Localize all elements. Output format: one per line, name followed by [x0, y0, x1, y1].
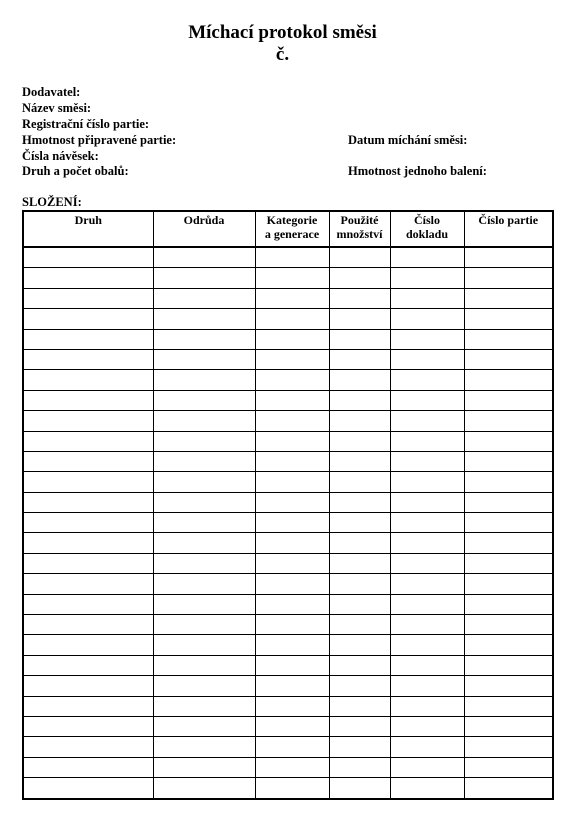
table-cell[interactable] [23, 309, 153, 329]
table-cell[interactable] [153, 737, 255, 757]
table-cell[interactable] [23, 349, 153, 369]
table-cell[interactable] [390, 268, 464, 288]
table-cell[interactable] [23, 757, 153, 777]
table-cell[interactable] [23, 574, 153, 594]
table-row [23, 288, 553, 308]
table-cell[interactable] [255, 594, 329, 614]
table-row [23, 533, 553, 553]
table-cell[interactable] [390, 492, 464, 512]
table-cell[interactable] [153, 329, 255, 349]
table-row [23, 411, 553, 431]
table-row [23, 431, 553, 451]
table-cell[interactable] [329, 288, 390, 308]
table-cell[interactable] [329, 268, 390, 288]
table-cell[interactable] [464, 716, 553, 736]
table-cell[interactable] [390, 594, 464, 614]
table-cell[interactable] [255, 390, 329, 410]
table-cell[interactable] [329, 533, 390, 553]
table-cell[interactable] [255, 349, 329, 369]
table-cell[interactable] [464, 472, 553, 492]
table-cell[interactable] [390, 309, 464, 329]
table-header-row [23, 211, 553, 247]
table-cell[interactable] [153, 370, 255, 390]
table-cell[interactable] [255, 370, 329, 390]
table-row [23, 716, 553, 736]
table-cell[interactable] [464, 492, 553, 512]
table-row [23, 268, 553, 288]
table-cell[interactable] [464, 370, 553, 390]
table-cell[interactable] [255, 329, 329, 349]
column-header-druh: Druh [23, 211, 153, 247]
table-cell[interactable] [329, 615, 390, 635]
table-cell[interactable] [329, 309, 390, 329]
table-row [23, 513, 553, 533]
table-cell[interactable] [23, 451, 153, 471]
table-cell[interactable] [329, 370, 390, 390]
table-row [23, 553, 553, 573]
table-cell[interactable] [329, 635, 390, 655]
table-cell[interactable] [464, 594, 553, 614]
table-cell[interactable] [329, 513, 390, 533]
table-cell[interactable] [153, 716, 255, 736]
table-cell[interactable] [255, 553, 329, 573]
table-row [23, 329, 553, 349]
table-cell[interactable] [464, 451, 553, 471]
table-cell[interactable] [390, 635, 464, 655]
table-cell[interactable] [153, 349, 255, 369]
table-cell[interactable] [390, 696, 464, 716]
table-cell[interactable] [23, 676, 153, 696]
table-cell[interactable] [23, 655, 153, 675]
table-cell[interactable] [255, 513, 329, 533]
table-cell[interactable] [153, 574, 255, 594]
column-header-doklad: Číslo dokladu [390, 211, 464, 247]
field-datum-michani: Datum míchání směsi: [348, 133, 468, 147]
table-cell[interactable] [390, 451, 464, 471]
table-cell[interactable] [255, 288, 329, 308]
table-cell[interactable] [390, 370, 464, 390]
table-cell[interactable] [255, 451, 329, 471]
table-cell[interactable] [153, 431, 255, 451]
table-cell[interactable] [464, 349, 553, 369]
table-cell[interactable] [153, 594, 255, 614]
table-cell[interactable] [464, 615, 553, 635]
table-body [23, 247, 553, 799]
table-cell[interactable] [153, 513, 255, 533]
table-cell[interactable] [329, 349, 390, 369]
table-cell[interactable] [390, 676, 464, 696]
table-cell[interactable] [329, 737, 390, 757]
column-header-partie: Číslo partie [464, 211, 553, 247]
table-row [23, 309, 553, 329]
table-row [23, 574, 553, 594]
table-cell[interactable] [329, 757, 390, 777]
table-cell[interactable] [23, 513, 153, 533]
table-cell[interactable] [390, 247, 464, 268]
table-cell[interactable] [23, 533, 153, 553]
table-row [23, 757, 553, 777]
table-cell[interactable] [390, 757, 464, 777]
table-row [23, 737, 553, 757]
table-cell[interactable] [255, 574, 329, 594]
table-cell[interactable] [153, 553, 255, 573]
table-row [23, 635, 553, 655]
table-cell[interactable] [153, 696, 255, 716]
table-cell[interactable] [329, 247, 390, 268]
table-cell[interactable] [464, 635, 553, 655]
table-cell[interactable] [464, 431, 553, 451]
table-cell[interactable] [390, 716, 464, 736]
table-cell[interactable] [23, 594, 153, 614]
table-cell[interactable] [153, 676, 255, 696]
table-cell[interactable] [153, 268, 255, 288]
table-cell[interactable] [329, 676, 390, 696]
table-cell[interactable] [153, 309, 255, 329]
table-cell[interactable] [329, 472, 390, 492]
table-cell[interactable] [153, 411, 255, 431]
table-row [23, 492, 553, 512]
field-nazev-smesi: Název směsi: [22, 101, 92, 115]
document-title: Míchací protokol směsi [188, 22, 377, 43]
table-cell[interactable] [23, 635, 153, 655]
table-cell[interactable] [153, 533, 255, 553]
table-row [23, 247, 553, 268]
table-cell[interactable] [23, 268, 153, 288]
table-cell[interactable] [255, 247, 329, 268]
table-cell[interactable] [23, 431, 153, 451]
table-cell[interactable] [255, 309, 329, 329]
table-cell[interactable] [23, 737, 153, 757]
table-cell[interactable] [464, 268, 553, 288]
table-cell[interactable] [23, 288, 153, 308]
table-cell[interactable] [390, 288, 464, 308]
table-cell[interactable] [153, 778, 255, 799]
table-cell[interactable] [255, 635, 329, 655]
table-cell[interactable] [329, 492, 390, 512]
table-cell[interactable] [255, 411, 329, 431]
table-cell[interactable] [464, 553, 553, 573]
table-cell[interactable] [390, 390, 464, 410]
table-row [23, 594, 553, 614]
table-cell[interactable] [390, 349, 464, 369]
table-cell[interactable] [329, 329, 390, 349]
table-cell[interactable] [464, 309, 553, 329]
column-header-mnozstvi: Použité množství [329, 211, 390, 247]
table-cell[interactable] [255, 737, 329, 757]
table-cell[interactable] [464, 574, 553, 594]
table-row [23, 778, 553, 799]
table-cell[interactable] [464, 757, 553, 777]
table-cell[interactable] [23, 390, 153, 410]
table-row [23, 472, 553, 492]
table-cell[interactable] [255, 696, 329, 716]
table-cell[interactable] [153, 472, 255, 492]
table-cell[interactable] [464, 390, 553, 410]
table-cell[interactable] [329, 778, 390, 799]
table-cell[interactable] [23, 472, 153, 492]
table-cell[interactable] [23, 553, 153, 573]
table-cell[interactable] [464, 411, 553, 431]
table-cell[interactable] [153, 492, 255, 512]
table-cell[interactable] [464, 533, 553, 553]
table-cell[interactable] [153, 635, 255, 655]
table-row [23, 696, 553, 716]
table-cell[interactable] [153, 390, 255, 410]
table-cell[interactable] [464, 676, 553, 696]
table-row [23, 390, 553, 410]
table-row [23, 349, 553, 369]
table-cell[interactable] [464, 655, 553, 675]
table-cell[interactable] [255, 676, 329, 696]
table-cell[interactable] [390, 513, 464, 533]
table-cell[interactable] [464, 247, 553, 268]
field-druh-pocet-obalu: Druh a počet obalů: [22, 164, 129, 178]
table-cell[interactable] [329, 553, 390, 573]
table-cell[interactable] [390, 655, 464, 675]
table-cell[interactable] [390, 411, 464, 431]
table-cell[interactable] [255, 472, 329, 492]
table-cell[interactable] [23, 778, 153, 799]
table-cell[interactable] [464, 737, 553, 757]
table-cell[interactable] [153, 757, 255, 777]
table-row [23, 655, 553, 675]
table-cell[interactable] [23, 716, 153, 736]
table-cell[interactable] [390, 778, 464, 799]
table-cell[interactable] [329, 574, 390, 594]
table-cell[interactable] [464, 288, 553, 308]
table-cell[interactable] [390, 574, 464, 594]
table-cell[interactable] [23, 329, 153, 349]
column-header-kategorie: Kategorie a generace [255, 211, 329, 247]
table-cell[interactable] [255, 615, 329, 635]
table-cell[interactable] [23, 492, 153, 512]
table-cell[interactable] [329, 716, 390, 736]
field-hmotnost-baleni: Hmotnost jednoho balení: [348, 164, 487, 178]
table-cell[interactable] [329, 655, 390, 675]
table-cell[interactable] [255, 492, 329, 512]
table-cell[interactable] [255, 757, 329, 777]
table-cell[interactable] [390, 472, 464, 492]
table-cell[interactable] [255, 533, 329, 553]
table-cell[interactable] [329, 390, 390, 410]
field-dodavatel: Dodavatel: [22, 85, 81, 99]
table-cell[interactable] [329, 411, 390, 431]
document-number: č. [275, 44, 290, 65]
table-cell[interactable] [390, 737, 464, 757]
table-cell[interactable] [464, 329, 553, 349]
table-cell[interactable] [23, 615, 153, 635]
table-row [23, 370, 553, 390]
table-cell[interactable] [390, 615, 464, 635]
table-cell[interactable] [329, 594, 390, 614]
table-cell[interactable] [153, 247, 255, 268]
table-cell[interactable] [255, 431, 329, 451]
field-cisla-navesek: Čísla návěsek: [22, 149, 99, 163]
table-cell[interactable] [255, 268, 329, 288]
table-cell[interactable] [153, 655, 255, 675]
table-cell[interactable] [23, 370, 153, 390]
column-header-odruda: Odrůda [153, 211, 255, 247]
table-cell[interactable] [390, 553, 464, 573]
table-cell[interactable] [23, 411, 153, 431]
table-cell[interactable] [255, 716, 329, 736]
table-cell[interactable] [390, 533, 464, 553]
composition-table [22, 210, 554, 800]
table-cell[interactable] [255, 778, 329, 799]
table-cell[interactable] [390, 329, 464, 349]
table-cell[interactable] [464, 513, 553, 533]
table-cell[interactable] [329, 431, 390, 451]
table-cell[interactable] [464, 778, 553, 799]
table-cell[interactable] [153, 615, 255, 635]
table-cell[interactable] [23, 696, 153, 716]
table-row [23, 676, 553, 696]
table-cell[interactable] [329, 696, 390, 716]
table-cell[interactable] [464, 696, 553, 716]
table-cell[interactable] [329, 451, 390, 471]
table-cell[interactable] [23, 247, 153, 268]
field-registracni-cislo: Registrační číslo partie: [22, 117, 150, 131]
table-cell[interactable] [153, 451, 255, 471]
table-cell[interactable] [255, 655, 329, 675]
table-cell[interactable] [153, 288, 255, 308]
table-cell[interactable] [390, 431, 464, 451]
field-hmotnost-partie: Hmotnost připravené partie: [22, 133, 177, 147]
section-label-slozeni: SLOŽENÍ: [22, 195, 82, 209]
table-row [23, 615, 553, 635]
table-row [23, 451, 553, 471]
